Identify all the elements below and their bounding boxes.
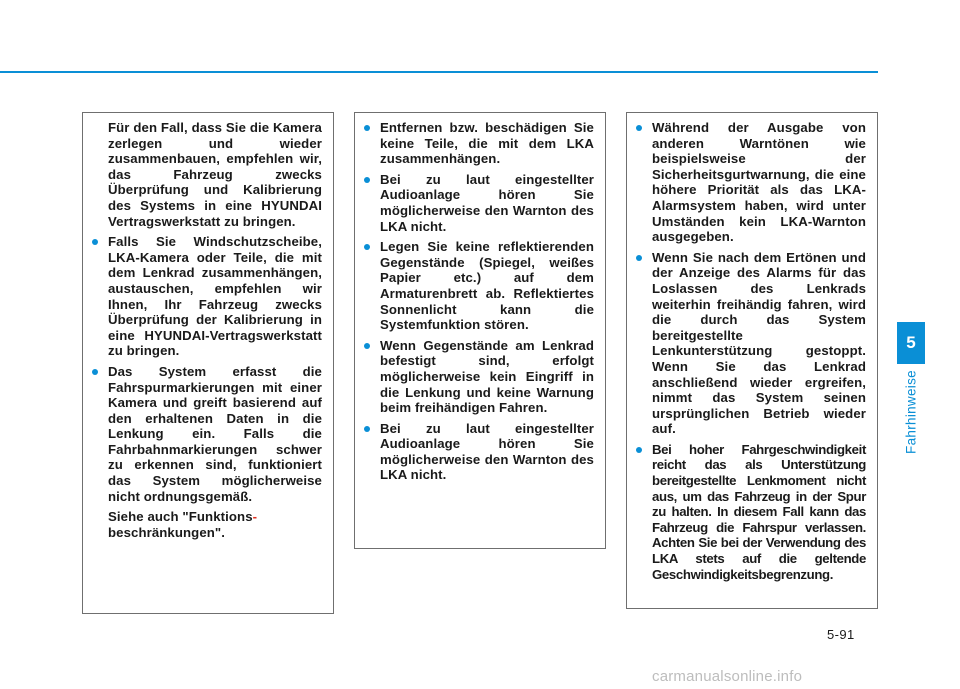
intro-paragraph: Für den Fall, dass Sie die Kamera zerlegen und wieder zusammenbauen, empfehlen wir, das Fahrzeug zwecks Überprüfung und Kalibrierung des Systems in eine HYUNDAI Vertragswerkstatt zu bringen. (108, 120, 322, 229)
header-rule (0, 71, 878, 73)
page-number: 5-91 (827, 627, 855, 642)
chapter-label: Fahrhinweise (903, 370, 919, 454)
note-text: beschränkungen". (108, 524, 226, 540)
chapter-number-tab: 5 (897, 322, 925, 364)
list-item: Falls Sie Windschutzscheibe, LKA-Kamera oder Teile, die mit dem Lenkrad zusammenhängen, austauschen, empfehlen wir Ihnen, Ihr Fahrzeug zwecks Überprüfung der Kalibrierung in eine HYUNDAI-Vertragswerkstatt zu bringen. (108, 234, 322, 359)
watermark-text: carmanualsonline.info (652, 668, 803, 685)
list-item: Wenn Sie nach dem Ertönen und der Anzeige des Alarms für das Loslassen des Lenkrads weiterhin freihändig fahren, wird die durch das System bereitgestellte Lenkunterstützung gestoppt. Wenn Sie das Lenkrad anschließend wieder ergreifen, nimmt das System seinen ursprünglichen Betrieb wieder auf. (652, 249, 866, 437)
see-also-note (108, 509, 322, 540)
list-item: Bei zu laut eingestellter Audioanlage hören Sie möglicherweise den Warnton des LKA nicht. (380, 171, 594, 234)
list-item: Wenn Gegenstände am Lenkrad befestigt sind, erfolgt möglicherweise kein Eingriff in die Lenkung und keine Warnung beim freihändigen Fahren. (380, 337, 594, 416)
info-box-camera (82, 112, 334, 614)
note-text: Siehe auch "Funktions (108, 509, 253, 525)
list-item: Das System erfasst die Fahrspurmarkierungen mit einer Kamera und greift basierend auf den erhaltenen Daten in die Lenkung ein. Falls die Fahrbahnmarkierungen schwer zu erkennen sind, funktioniert das System möglicherweise nicht ordnungsgemäß. (108, 363, 322, 504)
list-item: Während der Ausgabe von anderen Warntönen wie beispielsweise der Sicherheitsgurtwarnung, die eine höhere Priorität als das LKA-Alarmsystem haben, wird unter Umständen kein LKA-Warnton ausgegeben. (652, 120, 866, 245)
hyphen-mark: - (252, 509, 258, 525)
list-item: Legen Sie keine reflektierenden Gegenstände (Spiegel, weißes Papier etc.) auf dem Armaturenbrett ab. Reflektiertes Sonnenlicht kann die Systemfunktion stören. (380, 239, 594, 333)
list-item: Entfernen bzw. beschädigen Sie keine Teile, die mit dem LKA zusammenhängen. (380, 120, 594, 167)
info-box-alarm (626, 112, 878, 609)
info-box-warnings (354, 112, 606, 549)
list-item: Bei zu laut eingestellter Audioanlage hören Sie möglicherweise den Warnton des LKA nicht. (380, 420, 594, 483)
list-item: Bei hoher Fahrgeschwindigkeit reicht das als Unterstützung bereitgestellte Lenkmoment nicht aus, um das Fahrzeug in der Spur zu halten. In diesem Fall kann das Fahrzeug die Fahrspur verlassen. Achten Sie bei der Verwendung des LKA stets auf die geltende Geschwindigkeitsbegrenzung. (652, 441, 866, 582)
